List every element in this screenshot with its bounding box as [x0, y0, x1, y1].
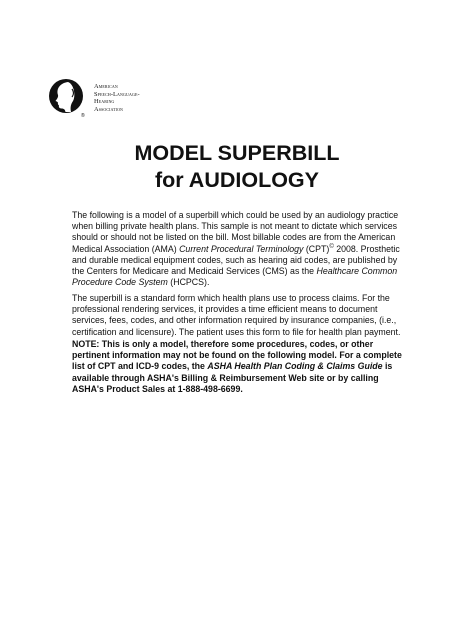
hcpcs-title: Healthcare Common Procedure Code System — [72, 266, 398, 288]
logo-line-speech-language: Speech-Language- — [94, 90, 140, 98]
note-text-2: is available through ASHA's Billing & Reimbursement Web site or by calling ASHA's Product Sales at 1-888-498-6699. — [72, 361, 393, 394]
note-text-1: NOTE: This is only a model, therefore some procedures, codes, or other pertinent information may not be found on the following model. For a complete list of CPT and ICD-9 codes, the — [72, 339, 402, 372]
asha-logo — [46, 76, 156, 120]
intro-paragraph — [72, 210, 410, 288]
asha-name — [94, 83, 140, 113]
logo-line-hearing: Hearing — [94, 98, 115, 106]
cpt-title: Current Procedural Terminology — [179, 243, 304, 254]
copyright-mark: © — [329, 243, 334, 250]
intro-text-3: 2008. Prosthetic and durable medical equipment codes, such as hearing aid codes, are published by the Centers for Medicare and Medicaid Services (CMS) as the — [72, 243, 400, 277]
logo-line-association: Association — [94, 105, 124, 113]
intro-text-1: The following is a model of a superbill which could be used by an audiology practice when billing private health plans. This sample is not meant to dictate which services should or should not be listed on the bill. Most billable codes are from the American Medical Association (AMA) — [72, 210, 399, 254]
title-line-2: for AUDIOLOGY — [154, 168, 320, 192]
superbill-paragraph: The superbill is a standard form which health plans use to process claims. For the professional rendering services, it provides a time efficient means to document services, fees, codes, and other information required by insurance companies, (i.e., certification and licensure). The patient uses this form to file for health plan payment. — [72, 293, 401, 337]
coding-guide-title: ASHA Health Plan Coding & Claims Guide — [207, 361, 383, 372]
intro-text-2: (CPT) — [303, 243, 330, 254]
document-title — [0, 140, 474, 194]
title-line-1: MODEL SUPERBILL — [134, 141, 340, 165]
intro-text-4: (HCPCS). — [167, 277, 210, 288]
asha-profile-logo-icon — [46, 76, 90, 120]
logo-line-american: American — [94, 83, 118, 90]
note-paragraph — [72, 339, 410, 395]
registered-mark: ® — [81, 113, 85, 119]
